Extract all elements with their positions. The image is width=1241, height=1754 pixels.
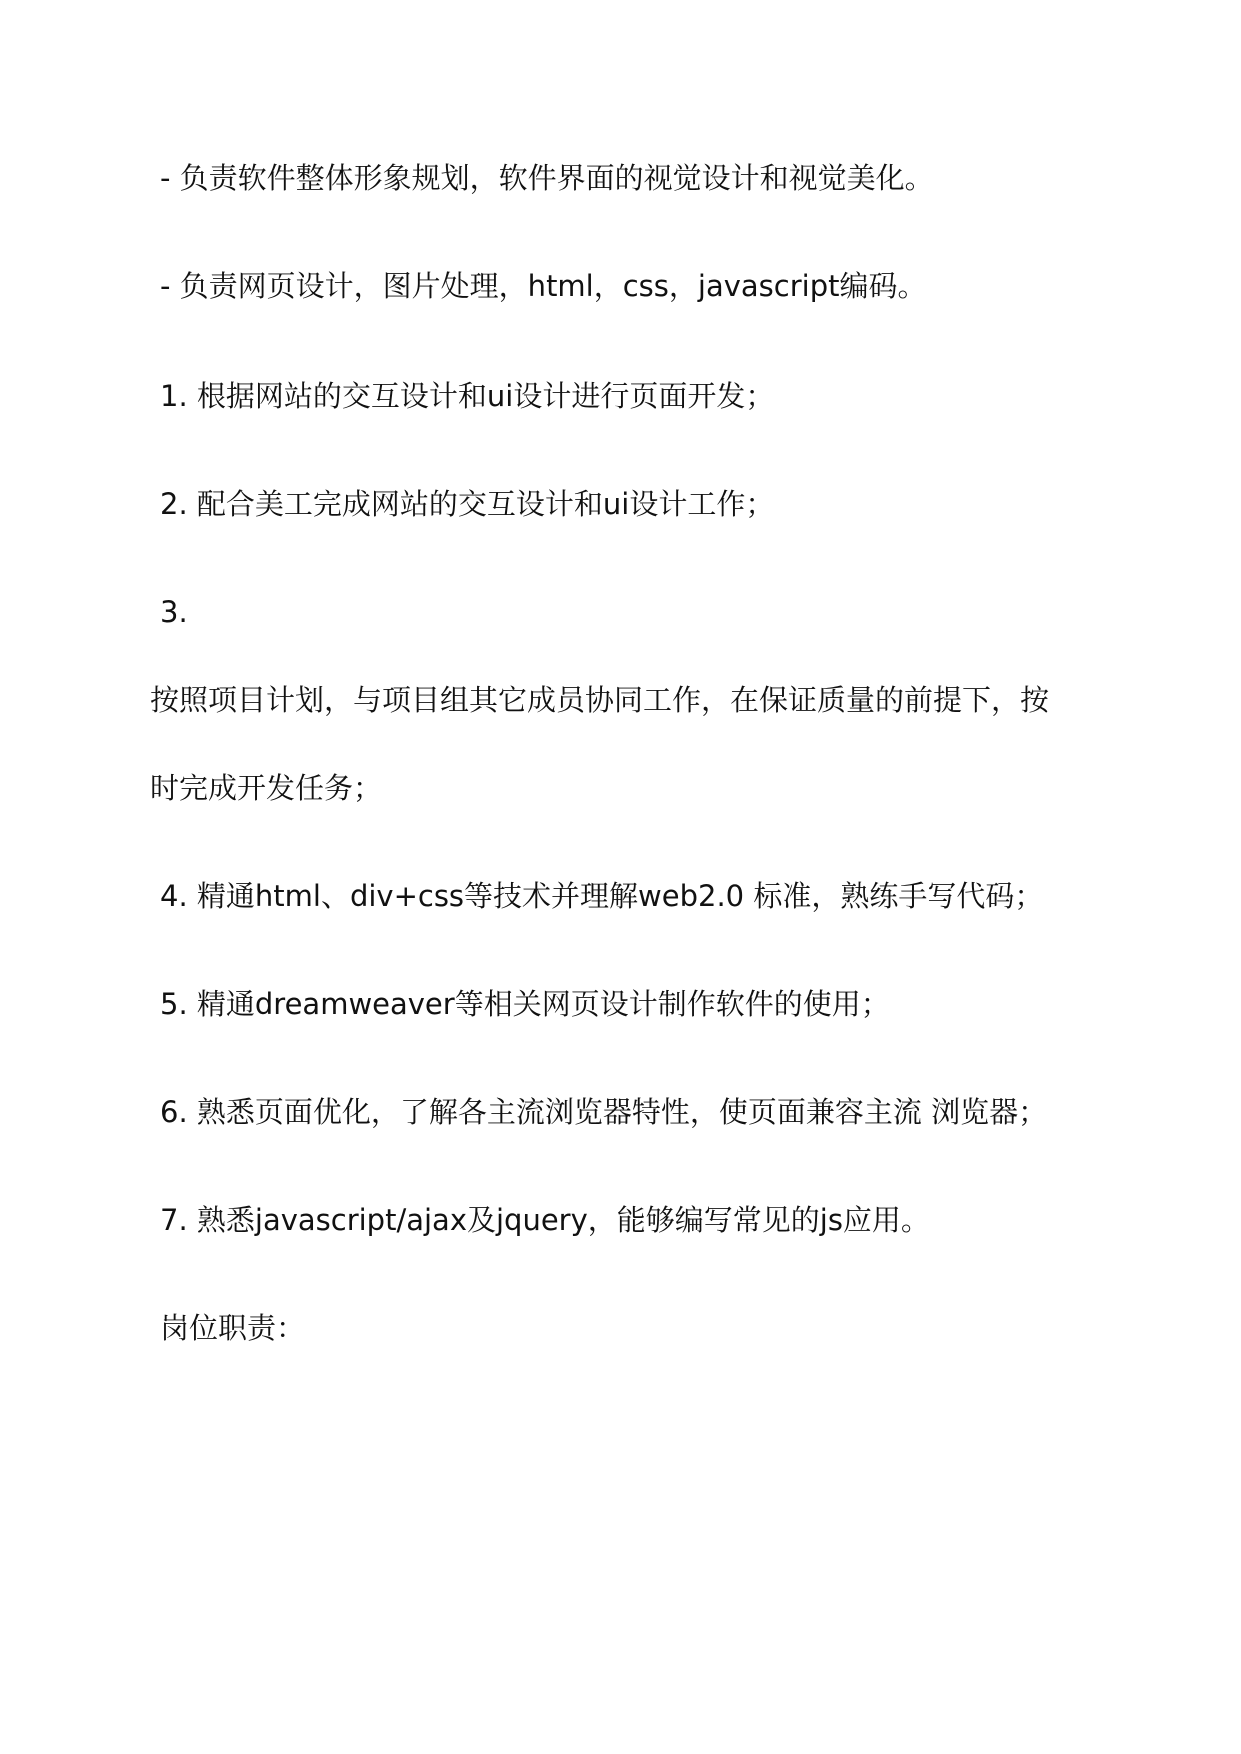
numbered-line-5: 5. 精通dreamweaver等相关网页设计制作软件的使用； <box>160 987 890 1021</box>
numbered-line-4: 4. 精通html、div+css等技术并理解web2.0 标准，熟练手写代码； <box>160 879 1044 913</box>
numbered-line-6: 6. 熟悉页面优化，了解各主流浏览器特性，使页面兼容主流 浏览器； <box>160 1095 1048 1129</box>
bullet-line-software-visual: - 负责软件整体形象规划，软件界面的视觉设计和视觉美化。 <box>160 161 934 195</box>
numbered-line-1: 1. 根据网站的交互设计和ui设计进行页面开发； <box>160 379 775 413</box>
numbered-line-2: 2. 配合美工完成网站的交互设计和ui设计工作； <box>160 487 775 521</box>
numbered-line-3-text: 按照项目计划，与项目组其它成员协同工作，在保证质量的前提下，按 <box>150 683 1050 717</box>
bullet-line-web-design: - 负责网页设计，图片处理，html，css，javascript编码。 <box>160 269 927 303</box>
numbered-line-3-label: 3. <box>160 595 188 629</box>
section-heading-duties: 岗位职责： <box>160 1311 306 1345</box>
numbered-line-3-continuation: 时完成开发任务； <box>150 771 383 805</box>
numbered-line-7: 7. 熟悉javascript/ajax及jquery，能够编写常见的js应用。 <box>160 1203 930 1237</box>
